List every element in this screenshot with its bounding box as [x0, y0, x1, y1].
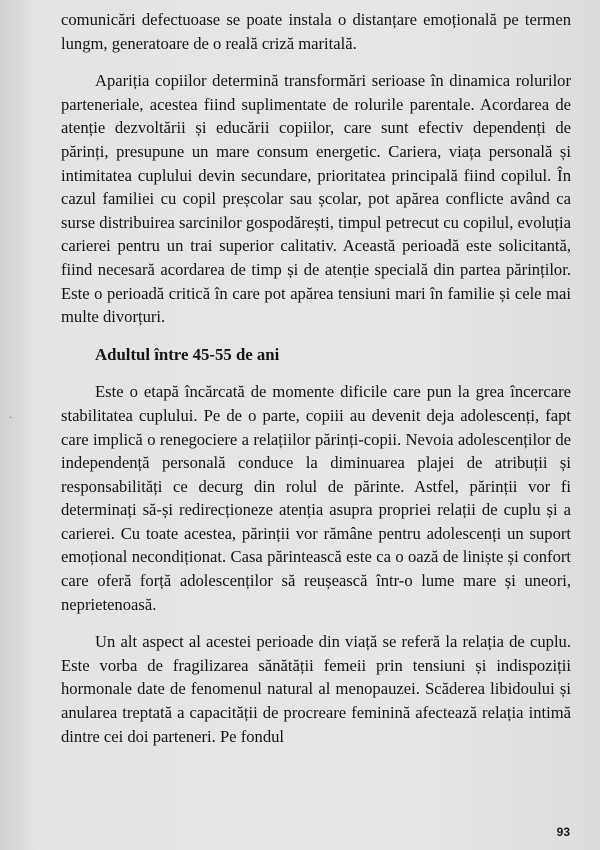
page-text — [61, 8, 571, 748]
paragraph-continuation: comunicări defectuoase se poate instala o distanțare emoțională pe termen lungm, generatoare de o reală criză maritală. — [61, 10, 571, 53]
page-number: 93 — [556, 825, 570, 839]
paragraph-parental-roles: Apariția copiilor determină transformări serioase în dinamica rolurilor parteneriale, acestea fiind suplimentate de rolurile parentale. Acordarea de atenție dezvoltării și educării copiilor, care sunt efectiv dependenți de părinți, presupune un mare consum energetic. Cariera, viața personală și intimitatea cuplului devin secundare, prioritatea principală fiind copilul. În cazul familiei cu copil preșcolar sau școlar, pot apărea conflicte având ca surse distribuirea sarcinilor gospodărești, timpul petrecut cu copilul, evoluția carierei pentru un trai superior calitativ. Această perioadă este solicitantă, fiind necesară acordarea de timp și de atenție specială din partea părinților. Este o perioadă critică în care pot apărea tensiuni mari în familie și cele mai multe divorțuri. — [61, 71, 571, 327]
section-heading: Adultul între 45-55 de ani — [95, 344, 280, 364]
paragraph-adolescents: Este o etapă încărcată de momente dificile care pun la grea încercare stabilitatea cuplului. Pe de o parte, copiii au devenit deja adolescenți, fapt care implică o renegociere a relațiilor părinți-copii. Nevoia adolescenților de independență personală conduce la diminuarea plajei de atribuții și responsabilități ce decurg din rolul de părinte. Astfel, părinții vor fi determinați să-și redirecționeze atenția asupra propriei relații de cuplu și a carierei. Cu toate acestea, părinții vor rămâne pentru adolescenți un suport emoțional necondiționat. Casa părintească este ca o oază de liniște și confort care oferă forță adolescenților să reușească într-o lume mare și uneori, neprietenoasă. — [61, 382, 571, 614]
paragraph-another-aspect: Un alt aspect al acestei perioade din viață se referă la relația de cuplu. Este vorba de fragilizarea sănătății femeii prin tensiuni și indispoziții hormonale date de fenomenul natural al menopauzei. Scăderea libidoului și anularea treptată a capacității de procreare feminină afectează relația intimă dintre cei doi parteneri. Pe fondul — [61, 632, 571, 746]
margin-mark: · — [9, 412, 13, 423]
